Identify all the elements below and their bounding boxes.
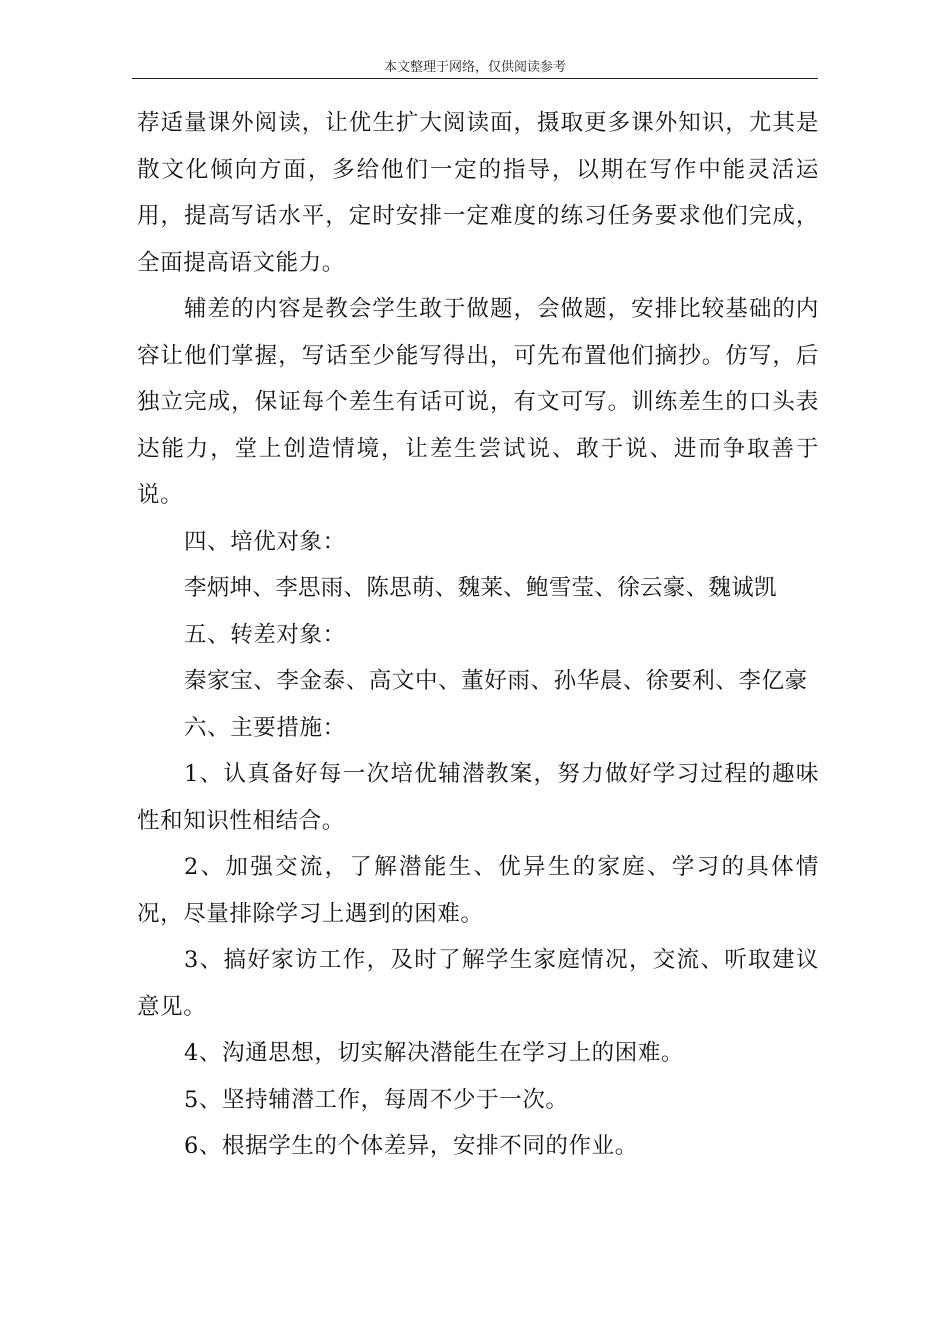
heading-top-students: 四、培优对象： (184, 528, 346, 555)
heading-struggling-students: 五、转差对象： (184, 621, 346, 648)
measure-item-1: 1、认真备好每一次培优辅潜教案，努力做好学习过程的趣味性和知识性相结合。 (137, 761, 819, 834)
paragraph-continuation: 荐适量课外阅读，让优生扩大阅读面，摄取更多课外知识，尤其是散文化倾向方面，多给他们一定的指导，以期在写作中能灵活运用，提高写话水平，定时安排一定难度的练习任务要求他们完成，全面提高语文能力。 (137, 110, 819, 276)
document-body (137, 100, 819, 1170)
heading-main-measures: 六、主要措施： (184, 714, 346, 741)
list-top-students: 李炳坤、李思雨、陈思萌、魏莱、鲍雪莹、徐云豪、魏诚凯 (184, 575, 777, 601)
page-header: 本文整理于网络，仅供阅读参考 (132, 58, 818, 79)
measure-item-2: 2、加强交流，了解潜能生、优异生的家庭、学习的具体情况，尽量排除学习上遇到的困难。 (137, 854, 819, 927)
paragraph-remedial-content: 辅差的内容是教会学生敢于做题，会做题，安排比较基础的内容让他们掌握，写话至少能写得出，可先布置他们摘抄。仿写，后独立完成，保证每个差生有话可说，有文可写。训练差生的口头表达能力，堂上创造情境，让差生尝试说、敢于说、进而争取善于说。 (137, 296, 819, 508)
list-struggling-students: 秦家宝、李金泰、高文中、董好雨、孙华晨、徐要利、李亿豪 (184, 668, 808, 694)
measure-item-4: 4、沟通思想，切实解决潜能生在学习上的困难。 (184, 1040, 685, 1066)
measure-item-3: 3、搞好家访工作，及时了解学生家庭情况，交流、听取建议意见。 (137, 947, 819, 1020)
measure-item-6: 6、根据学生的个体差异，安排不同的作业。 (184, 1133, 638, 1159)
measure-item-5: 5、坚持辅潜工作，每周不少于一次。 (184, 1086, 569, 1113)
